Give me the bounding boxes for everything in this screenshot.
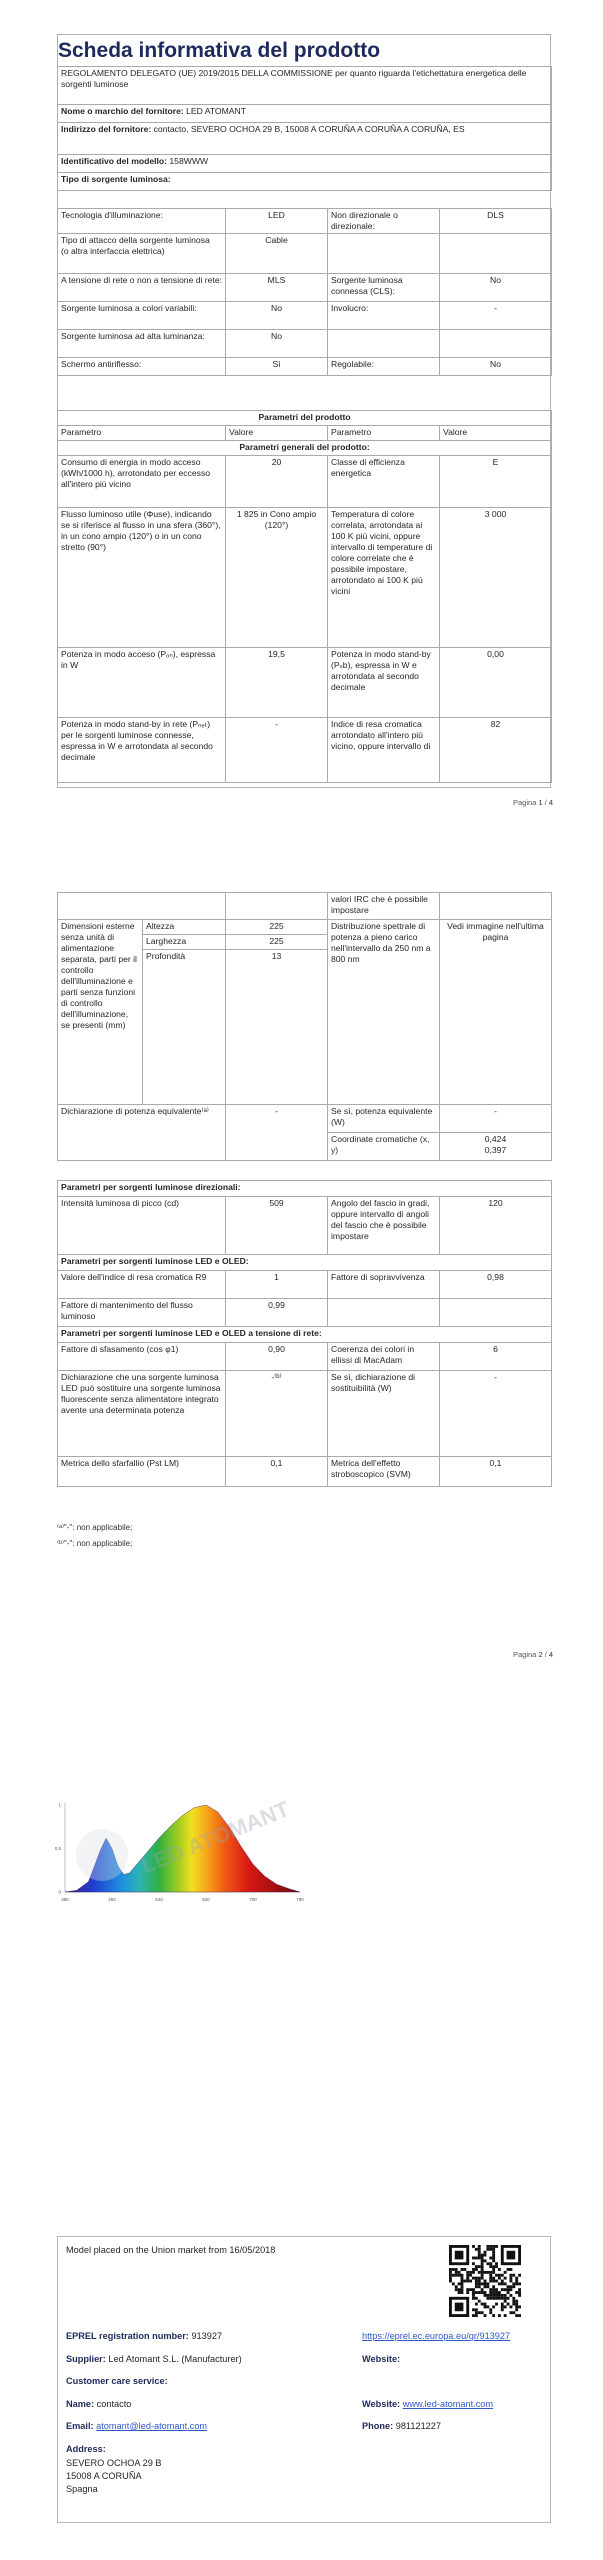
document-title: Scheda informativa del prodotto [58,39,381,62]
type-param-row [58,330,552,358]
type-param-label: Sorgente luminosa a colori variabili: [58,302,226,330]
chromaticity-label: Coordinate cromatiche (x, y) [328,1133,440,1161]
mains-param-label: Fattore di sfasamento (cos φ1) [58,1343,226,1371]
col-header-param-2: Parametro [328,426,440,441]
type-param-value: LED [226,209,328,234]
care-email-link[interactable]: atomant@led-atomant.com [96,2421,208,2431]
general-param-value: - [226,718,328,783]
col-header-value-1: Valore [226,426,328,441]
model-id-row [58,155,552,173]
led-param-value-2: 0,98 [440,1271,552,1299]
model-id-label: Identificativo del modello: [61,156,167,166]
product-params-table [57,410,552,783]
mains-param-row [58,1343,552,1371]
mains-param-row [58,1371,552,1457]
led-param-label-2 [328,1299,440,1327]
type-param-value-2: - [440,302,552,330]
type-param-label: Tipo di attacco della sorgente luminosa (o altra interfaccia elettrica) [58,234,226,274]
care-website-link[interactable]: www.led-atomant.com [402,2399,494,2409]
led-heading: Parametri per sorgenti luminose LED e OLED: [58,1255,552,1271]
led-param-label: Valore dell'indice di resa cromatica R9 [58,1271,226,1299]
general-param-label-2: Indice di resa cromatica arrotondato all'intero più vicino, oppure intervallo di [328,718,440,783]
model-id-value: 158WWW [169,156,209,166]
dim-depth-value: 13 [226,950,328,1105]
general-param-value: 19,5 [226,648,328,718]
mains-heading: Parametri per sorgenti luminose LED e OLED a tensione di rete: [58,1327,552,1343]
general-param-value-2: 0,00 [440,648,552,718]
type-param-value: No [226,302,328,330]
watermark-text: LED ATOMANT [137,1796,293,1879]
mains-param-label: Metrica dello sfarfallio (Pst LM) [58,1457,226,1487]
y-tick-label: 1 [58,1802,61,1808]
spectrum-chart [50,1795,310,1910]
placed-on-market-text: Model placed on the Union market from 16/05/2018 [66,2245,276,2255]
type-param-value-2: No [440,358,552,376]
type-param-value: Cable [226,234,328,274]
general-param-row [58,456,552,508]
directional-param-value: 509 [226,1197,328,1255]
website-label: Website: [362,2354,401,2364]
page-current: 1 [538,798,543,807]
type-param-row [58,209,552,234]
col-header-value-2: Valore [440,426,552,441]
care-email-row [66,2421,207,2433]
directional-param-label-2: Angolo del fascio in gradi, oppure intervallo di angoli del fascio che è possibile impostare [328,1197,440,1255]
type-param-label-2 [328,234,440,274]
eprel-reg-label: EPREL registration number: [66,2331,189,2341]
type-param-label-2: Regolabile: [328,358,440,376]
mains-param-value-2: 0,1 [440,1457,552,1487]
product-params-heading: Parametri del prodotto [58,411,552,426]
x-tick-label: 460 [108,1897,116,1902]
page-label: Pagina [513,1650,539,1659]
footnote-a: ⁽ᵃ⁾"-": non applicabile; [57,1523,133,1532]
type-param-label-2: Non direzionale o direzionale: [328,209,440,234]
x-tick-label: 540 [155,1897,163,1902]
equivalent-w-label: Se sì, potenza equivalente (W) [328,1105,440,1133]
dim-height-value: 225 [226,920,328,935]
care-website-row [362,2399,493,2411]
type-param-row [58,234,552,274]
light-source-type-heading: Tipo di sorgente luminosa: [58,173,552,191]
type-param-label-2: Involucro: [328,302,440,330]
type-param-label-2 [328,330,440,358]
led-param-row [58,1271,552,1299]
page-label: Pagina [513,798,539,807]
page-current: 2 [538,1650,543,1659]
x-tick-label: 780 [296,1897,304,1902]
qr-code-icon[interactable] [449,2245,521,2317]
type-param-value: Sì [226,358,328,376]
col-header-param-1: Parametro [58,426,226,441]
mains-param-value-2: - [440,1371,552,1457]
general-param-label: Potenza in modo stand-by in rete (Pₙₑₜ) per le sorgenti luminose connesse, espressa in W e arrotondata al secondo decimale [58,718,226,783]
led-param-value: 0,99 [226,1299,328,1327]
eprel-card [57,2236,551,2523]
y-tick-label: 0,5 [54,1846,61,1851]
general-param-label: Flusso luminoso utile (Φuse), indicando se si riferisce al flusso in una sfera (360°), in un cono ampio (120°) o in un cono stretto (90°) [58,508,226,648]
mains-param-value-2: 6 [440,1343,552,1371]
care-address-line3: Spagna [66,2484,98,2494]
general-param-value-2: 82 [440,718,552,783]
footnote-b: ⁽ᵇ⁾"-": non applicabile; [57,1539,133,1548]
supplier-value: Led Atomant S.L. (Manufacturer) [108,2354,242,2364]
led-param-label-2: Fattore di sopravvivenza [328,1271,440,1299]
page-total: 4 [548,798,554,807]
care-name-label: Name: [66,2399,95,2409]
supplier-address-value: contacto, SEVERO OCHOA 29 B, 15008 A CORUÑA A CORUÑA A CORUÑA, ES [153,124,465,134]
care-phone-value: 981121227 [395,2421,442,2431]
care-name-value: contacto [96,2399,132,2409]
supplier-label: Supplier: [66,2354,106,2364]
spd-value: Vedi immagine nell'ultima pagina [440,920,552,1105]
general-param-label: Potenza in modo acceso (Pₒₙ), espressa in W [58,648,226,718]
supplier-name-label: Nome o marchio del fornitore: [61,106,184,116]
type-param-label: A tensione di rete o non a tensione di rete: [58,274,226,302]
customer-care-heading: Customer care service: [66,2376,168,2386]
type-param-value-2 [440,234,552,274]
general-param-value-2: E [440,456,552,508]
type-param-label: Tecnologia d'illuminazione: [58,209,226,234]
mains-param-label: Dichiarazione che una sorgente luminosa LED può sostituire una sorgente luminosa fluorescente senza alimentatore integrato avente una determinata potenza [58,1371,226,1457]
general-param-label-2: Temperatura di colore correlata, arrotondata ai 100 K più vicini, oppure intervallo di temperature di colore correlate che è possibile impostare, arrotondato ai 100 K più vicini [328,508,440,648]
equivalent-w-value: - [440,1105,552,1133]
led-param-row [58,1299,552,1327]
led-param-label: Fattore di mantenimento del flusso luminoso [58,1299,226,1327]
equivalent-power-value: - [226,1105,328,1161]
directional-param-row [58,1197,552,1255]
mains-param-label-2: Coerenza dei colori in ellissi di MacAdam [328,1343,440,1371]
type-param-label: Schermo antiriflesso: [58,358,226,376]
directional-heading: Parametri per sorgenti luminose direzionali: [58,1181,552,1197]
dim-width-label: Larghezza [143,935,226,950]
light-source-type-table [57,208,552,376]
mains-param-value: -⁽ᵇ⁾ [226,1371,328,1457]
type-param-row [58,274,552,302]
general-params-heading: Parametri generali del prodotto: [58,441,552,456]
page-2-params-table [57,892,552,1161]
x-tick-label: 700 [249,1897,257,1902]
general-param-value: 20 [226,456,328,508]
care-name-row [66,2399,131,2411]
led-param-value-2 [440,1299,552,1327]
supplier-address-row [58,123,552,155]
type-param-label: Sorgente luminosa ad alta luminanza: [58,330,226,358]
type-param-value-2 [440,330,552,358]
care-address-line1: SEVERO OCHOA 29 B [66,2458,162,2468]
page-sep: / [542,1650,549,1659]
spd-label: Distribuzione spettrale di potenza a pieno carico nell'intervallo da 250 nm a 800 nm [328,920,440,1105]
page-number-1 [513,798,553,808]
mains-param-row [58,1457,552,1487]
equivalent-power-label: Dichiarazione di potenza equivalente⁽ᵃ⁾ [58,1105,226,1161]
supplier-name-value: LED ATOMANT [186,106,246,116]
care-phone-row [362,2421,441,2433]
chromaticity-value [440,1133,552,1161]
type-param-value: No [226,330,328,358]
general-param-value-2: 3 000 [440,508,552,648]
type-param-row [58,358,552,376]
mains-param-value: 0,1 [226,1457,328,1487]
supplier-row [66,2354,242,2366]
eprel-reg-number: 913927 [191,2331,223,2341]
x-tick-label: 620 [202,1897,210,1902]
care-email-label: Email: [66,2421,94,2431]
type-param-value-2: No [440,274,552,302]
eprel-url-link[interactable]: https://eprel.ec.europa.eu/qr/913927 [362,2331,511,2341]
care-address-line2: 15008 A CORUÑA [66,2471,142,2481]
care-phone-label: Phone: [362,2421,394,2431]
type-param-label-2: Sorgente luminosa connessa (CLS): [328,274,440,302]
regulation-text: REGOLAMENTO DELEGATO (UE) 2019/2015 DELLA COMMISSIONE per quanto riguarda l'etichettatura energetica delle sorgenti luminose [58,67,552,105]
care-address-label: Address: [66,2444,106,2454]
supplier-address-label: Indirizzo del fornitore: [61,124,152,134]
directional-param-value-2: 120 [440,1197,552,1255]
type-param-row [58,302,552,330]
chromaticity-x: 0,424 [484,1134,507,1144]
general-param-value: 1 825 in Cono ampio (120°) [226,508,328,648]
dim-height-label: Altezza [143,920,226,935]
y-tick-label: 0 [58,1889,61,1895]
chromaticity-y: 0,397 [484,1145,507,1155]
general-param-label: Consumo di energia in modo acceso (kWh/1000 h), arrotondato per eccesso all'intero più vicino [58,456,226,508]
general-param-row [58,508,552,648]
eprel-reg-row [66,2331,222,2343]
page-number-2 [513,1650,553,1660]
general-param-label-2: Classe di efficienza energetica [328,456,440,508]
cri-continued-text: valori IRC che è possibile impostare [328,893,440,920]
page-2-sections-table [57,1180,552,1487]
general-param-row [58,648,552,718]
led-param-value: 1 [226,1271,328,1299]
type-param-value-2: DLS [440,209,552,234]
general-param-label-2: Potenza in modo stand-by (Pₛb), espressa in W e arrotondata al secondo decimale [328,648,440,718]
mains-param-label-2: Se sì, dichiarazione di sostituibilità (W) [328,1371,440,1457]
page-total: 4 [548,1650,554,1659]
page-sep: / [542,798,549,807]
supplier-info-table [57,66,552,191]
dimensions-label: Dimensioni esterne senza unità di alimentazione separata, parti per il controllo dell'illuminazione e parti senza funzioni di controllo dell'illuminazione, se presenti (mm) [58,920,143,1105]
mains-param-value: 0,90 [226,1343,328,1371]
supplier-name-row [58,105,552,123]
dim-width-value: 225 [226,935,328,950]
dim-depth-label: Profondità [143,950,226,1105]
type-param-value: MLS [226,274,328,302]
mains-param-label-2: Metrica dell'effetto stroboscopico (SVM) [328,1457,440,1487]
website-row [362,2354,400,2366]
general-param-row [58,718,552,783]
x-tick-label: 380 [61,1897,69,1902]
directional-param-label: Intensità luminosa di picco (cd) [58,1197,226,1255]
care-website-label: Website: [362,2399,401,2409]
